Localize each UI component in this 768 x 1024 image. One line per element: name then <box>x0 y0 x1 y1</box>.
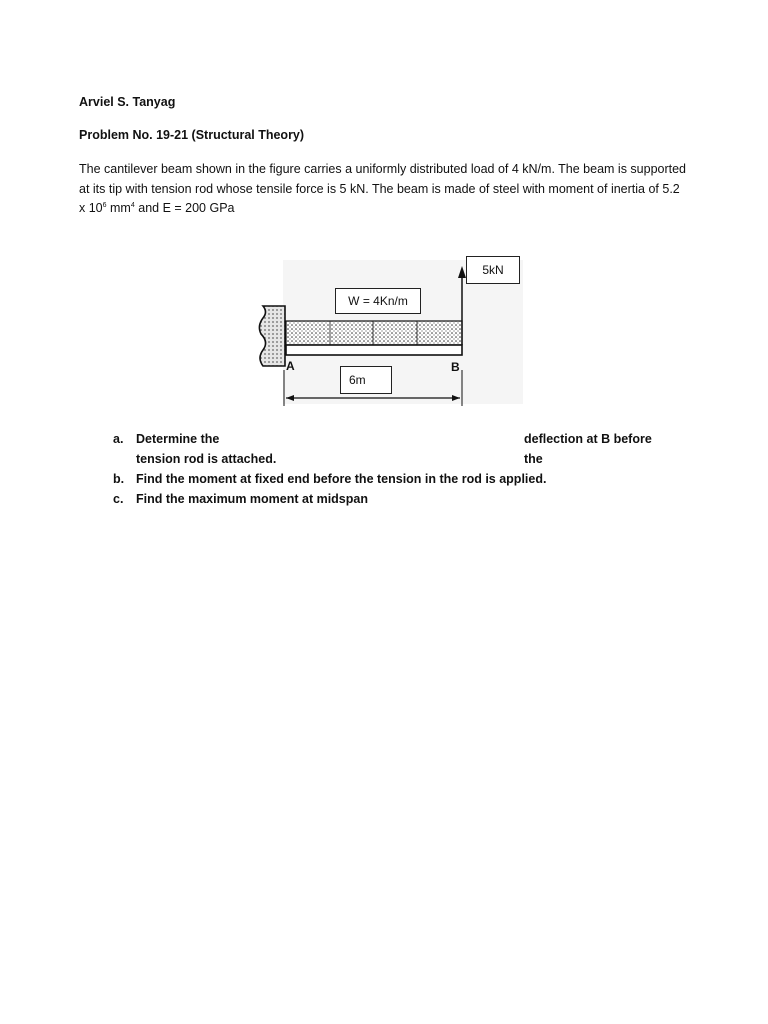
question-letter: c. <box>113 492 124 506</box>
exponent-6: 6 <box>102 202 107 209</box>
question-b <box>113 469 673 489</box>
question-c <box>113 489 673 509</box>
question-text-left: Determine the <box>136 432 220 446</box>
distributed-load-block <box>286 321 462 345</box>
cantilever-beam-figure <box>255 252 535 412</box>
question-letter: a. <box>113 432 124 446</box>
tip-label: B <box>451 360 460 374</box>
beam <box>286 345 462 355</box>
statement-text-1: The cantilever beam shown in the figure carries a uniformly distributed load of 4 kN/m. The beam is supported at its tip with tension rod whose tensile force is 5 kN. The beam is made of steel with moment of inertia of 5.2 x 10 <box>79 162 687 215</box>
question-a <box>113 429 673 469</box>
exponent-4: 4 <box>130 202 135 209</box>
problem-statement <box>79 160 689 219</box>
load-label: W = 4Kn/m <box>348 294 408 308</box>
force-label-box <box>466 256 520 284</box>
support-label: A <box>286 359 295 373</box>
question-text: Find the moment at fixed end before the tension in the rod is applied. <box>136 472 547 486</box>
question-list <box>113 429 673 509</box>
problem-title: Problem No. 19-21 (Structural Theory) <box>79 128 305 142</box>
question-text-continued: tension rod is attached. <box>136 452 277 466</box>
length-label-box <box>340 366 392 394</box>
statement-text-3: and E = 200 GPa <box>134 201 235 215</box>
question-text-right: deflection at B before the <box>524 432 652 466</box>
length-label: 6m <box>349 373 366 387</box>
fixed-support-wall <box>259 306 285 366</box>
force-label: 5kN <box>482 263 504 277</box>
load-label-box <box>335 288 421 314</box>
author-name: Arviel S. Tanyag <box>79 95 176 109</box>
statement-text-2: mm <box>106 201 131 215</box>
question-letter: b. <box>113 472 125 486</box>
question-text: Find the maximum moment at midspan <box>136 492 368 506</box>
